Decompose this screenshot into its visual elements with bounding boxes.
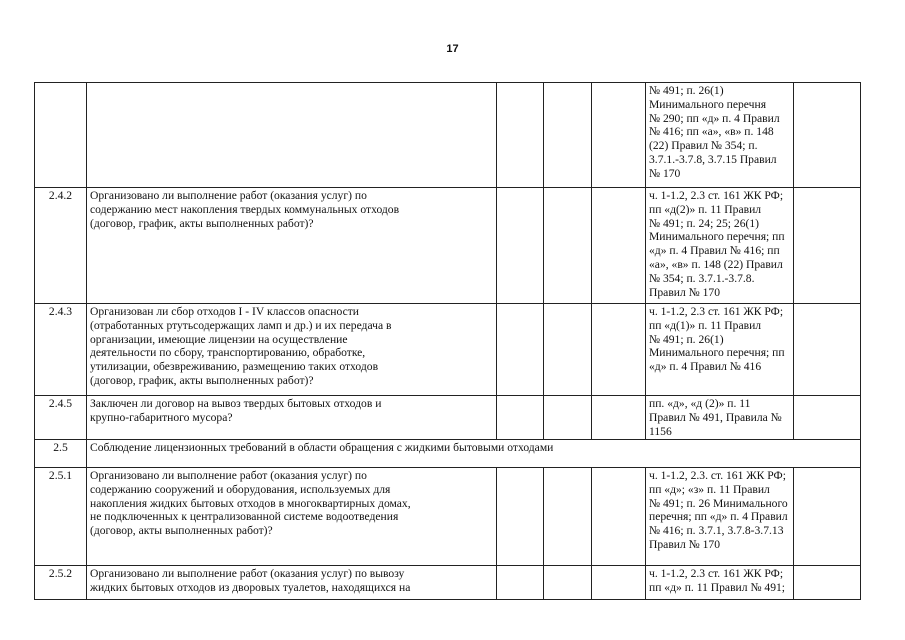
- requirement-line: накопления жидких бытовых отходов в многоквартирных домах,: [90, 496, 411, 510]
- answer-yes-cell[interactable]: [497, 83, 544, 188]
- reference-line: Правил № 491, Правила №: [649, 410, 782, 424]
- checklist-table: [34, 82, 861, 600]
- notes-cell[interactable]: [794, 304, 861, 396]
- answer-no-cell[interactable]: [544, 566, 592, 600]
- table-row: [35, 83, 861, 188]
- requirement-line: деятельности по сбору, транспортированию, обработке,: [90, 346, 366, 360]
- requirement-line: (договор, график, акты выполненных работ)?: [90, 216, 314, 230]
- reference-line: ч. 1-1.2, 2.3. ст. 161 ЖК РФ;: [649, 469, 786, 482]
- reference-line: № 416; п. 3.7.1, 3.7.8-3.7.13: [649, 524, 784, 538]
- answer-no-cell[interactable]: [544, 304, 592, 396]
- row-number: 2.4.2: [35, 188, 87, 304]
- requirement-line: Организовано ли выполнение работ (оказания услуг) по вывозу: [90, 567, 405, 580]
- requirement-text: [87, 468, 497, 566]
- requirement-line: крупно-габаритного мусора?: [90, 410, 233, 424]
- requirement-line: жидких бытовых отходов из дворовых туалетов, находящихся на: [90, 580, 411, 594]
- requirement-line: утилизации, обезвреживанию, размещению таких отходов: [90, 360, 379, 374]
- legal-reference: [646, 468, 794, 566]
- notes-cell[interactable]: [794, 83, 861, 188]
- row-number: [35, 83, 87, 188]
- requirement-text: [87, 566, 497, 600]
- requirement-line: Заключен ли договор на вывоз твердых бытовых отходов и: [90, 397, 382, 410]
- requirement-line: Организован ли сбор отходов I - IV классов опасности: [90, 305, 359, 318]
- row-number: 2.4.5: [35, 396, 87, 440]
- reference-line: «д» п. 4 Правил № 416; пп: [649, 244, 780, 258]
- legal-reference: [646, 304, 794, 396]
- answer-na-cell[interactable]: [592, 304, 646, 396]
- answer-yes-cell[interactable]: [497, 566, 544, 600]
- answer-yes-cell[interactable]: [497, 396, 544, 440]
- reference-line: Минимального перечня; пп: [649, 230, 785, 244]
- reference-line: 1156: [649, 424, 672, 438]
- page-number: 17: [446, 43, 459, 55]
- answer-yes-cell[interactable]: [497, 304, 544, 396]
- reference-line: ч. 1-1.2, 2.3 ст. 161 ЖК РФ;: [649, 189, 784, 202]
- answer-no-cell[interactable]: [544, 468, 592, 566]
- answer-na-cell[interactable]: [592, 396, 646, 440]
- answer-no-cell[interactable]: [544, 188, 592, 304]
- notes-cell[interactable]: [794, 468, 861, 566]
- reference-line: «д» п. 4 Правил № 416: [649, 360, 762, 374]
- requirement-line: организации, имеющие лицензии на осуществление: [90, 332, 348, 346]
- answer-na-cell[interactable]: [592, 188, 646, 304]
- requirement-line: (договор, график, акты выполненных работ)?: [90, 373, 314, 387]
- legal-reference: [646, 188, 794, 304]
- row-number: 2.4.3: [35, 304, 87, 396]
- reference-line: пп «д» п. 11 Правил № 491;: [649, 580, 786, 594]
- requirement-line: (отработанных ртутьсодержащих ламп и др.) и их передача в: [90, 318, 392, 332]
- reference-line: № 491; п. 26(1): [649, 332, 724, 346]
- row-number: 2.5.2: [35, 566, 87, 600]
- answer-na-cell[interactable]: [592, 566, 646, 600]
- table-row: [35, 396, 861, 440]
- requirement-text: [87, 396, 497, 440]
- answer-yes-cell[interactable]: [497, 188, 544, 304]
- requirement-line: не подключенных к централизованной системе водоотведения: [90, 510, 399, 524]
- reference-line: перечня; пп «д» п. 4 Правил: [649, 510, 788, 524]
- notes-cell[interactable]: [794, 188, 861, 304]
- reference-line: пп. «д», «д (2)» п. 11: [649, 397, 751, 410]
- answer-no-cell[interactable]: [544, 396, 592, 440]
- requirement-line: содержанию сооружений и оборудования, используемых для: [90, 482, 391, 496]
- requirement-text: [87, 304, 497, 396]
- reference-line: пп «д(1)» п. 11 Правил: [649, 318, 762, 332]
- reference-line: № 416; пп «а», «в» п. 148: [649, 125, 774, 139]
- requirement-line: (договор, акты выполненных работ)?: [90, 524, 273, 538]
- table-row: [35, 566, 861, 600]
- answer-na-cell[interactable]: [592, 468, 646, 566]
- answer-no-cell[interactable]: [544, 83, 592, 188]
- requirement-text: [87, 83, 497, 188]
- reference-line: № 290; пп «д» п. 4 Правил: [649, 111, 780, 125]
- notes-cell[interactable]: [794, 396, 861, 440]
- notes-cell[interactable]: [794, 566, 861, 600]
- legal-reference: [646, 566, 794, 600]
- table-row: [35, 468, 861, 566]
- reference-line: пп «д(2)» п. 11 Правил: [649, 202, 762, 216]
- requirement-text: [87, 188, 497, 304]
- reference-line: 3.7.1.-3.7.8, 3.7.15 Правил: [649, 152, 777, 166]
- requirement-line: содержанию мест накопления твердых коммунальных отходов: [90, 202, 400, 216]
- reference-line: Минимального перечня; пп: [649, 346, 785, 360]
- reference-line: Минимального перечня: [649, 97, 767, 111]
- answer-na-cell[interactable]: [592, 83, 646, 188]
- reference-line: № 170: [649, 166, 681, 180]
- table-row: [35, 304, 861, 396]
- legal-reference: [646, 83, 794, 188]
- table-row: [35, 188, 861, 304]
- reference-line: Правил № 170: [649, 537, 721, 551]
- row-number: 2.5.1: [35, 468, 87, 566]
- reference-line: пп «д»; «з» п. 11 Правил: [649, 482, 770, 496]
- reference-line: № 491; п. 26 Минимального: [649, 496, 788, 510]
- table-row: [35, 440, 861, 468]
- reference-line: ч. 1-1.2, 2.3 ст. 161 ЖК РФ;: [649, 567, 784, 580]
- reference-line: (22) Правил № 354; п.: [649, 139, 758, 153]
- reference-line: ч. 1-1.2, 2.3 ст. 161 ЖК РФ;: [649, 305, 784, 318]
- reference-line: № 491; п. 26(1): [649, 84, 724, 97]
- reference-line: Правил № 170: [649, 285, 721, 299]
- reference-line: № 491; п. 24; 25; 26(1): [649, 216, 760, 230]
- legal-reference: [646, 396, 794, 440]
- requirement-line: Организовано ли выполнение работ (оказания услуг) по: [90, 469, 367, 482]
- answer-yes-cell[interactable]: [497, 468, 544, 566]
- section-title: Соблюдение лицензионных требований в области обращения с жидкими бытовыми отходами: [87, 440, 861, 468]
- reference-line: «а», «в» п. 148 (22) Правил: [649, 257, 783, 271]
- row-number: 2.5: [35, 440, 87, 468]
- requirement-line: Организовано ли выполнение работ (оказания услуг) по: [90, 189, 367, 202]
- reference-line: № 354; п. 3.7.1.-3.7.8.: [649, 271, 755, 285]
